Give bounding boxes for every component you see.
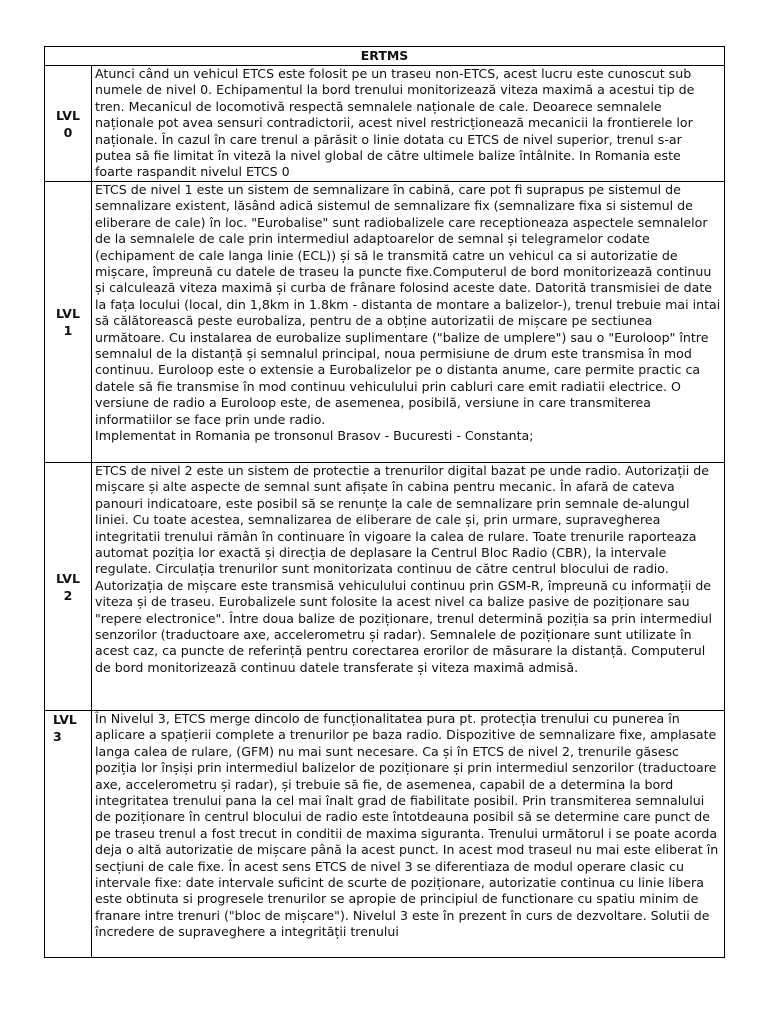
table-row <box>45 463 725 711</box>
description-cell <box>92 463 725 711</box>
description-text: În Nivelul 3, ETCS merge dincolo de funcționalitatea pura pt. protecția trenului cu punerea în aplicare a spațierii complete a trenurilor pe baza radio. Dispozitive de semnalizare fixe, amplasate langa calea de rulare, (GFM) nu mai sunt necesare. Ca și în ETCS de nivel 2, trenurile găsesc poziția lor înșiși prin intermediul balizelor de poziționare și prin intermediul senzorilor (traductoare axe, accelerometru și radar), și trebuie să fie, de asemenea, capabil de a determina la bord integritatea trenului pana la cel mai înalt grad de fiabilitate posibil. Prin transmiterea semnalului de poziționare în centrul blocului de radio este întotdeauna posibil să se determine care punct de pe traseu trenul a fost trecut in conditii de maxima siguranta. Trenului următorul i se poate acorda deja o altă autorizatie de mișcare până la acest punct. In acest mod traseul nu mai este eliberat în secțiuni de cale fixe. În acest sens ETCS de nivel 3 se diferentiaza de modul operare clasic cu intervale fixe: date intervale suficint de scurte de poziționare, autorizatie continua cu linie libera este obtinuta si progresele trenurilor se apropie de principiul de functionare cu spatiu minim de franare intre trenuri ("bloc de mișcare"). Nivelul 3 este în prezent în curs de dezvoltare. Solutii de încredere de supraveghere a integrității trenului <box>95 711 719 940</box>
description-cell <box>92 182 725 463</box>
table-header-row <box>45 47 725 66</box>
description-cell <box>92 66 725 182</box>
level-cell <box>45 463 92 711</box>
document-page <box>44 46 724 958</box>
description-text: Atunci când un vehicul ETCS este folosit pe un traseu non-ETCS, acest lucru este cunoscut sub numele de nivel 0. Echipamentul la bord trenului monitorizează viteza maximă a acestui tip de tren. Mecanicul de locomotivă respectă semnalele naționale de cale. Deoarece semnalele naționale pot avea sensuri contradictorii, acest nivel restricționează mecanicii la frontierele lor naționale. În cazul în care trenul a părăsit o linie dotata cu ETCS de nivel superior, trenul s-ar putea să fie limitat în viteză la nivel global de către ultimele balize întâlnite. In Romania este foarte raspandit nivelul ETCS 0 <box>95 66 695 180</box>
level-label: LVL <box>56 107 80 123</box>
description-note: Implementat in Romania pe tronsonul Brasov - Bucuresti - Constanta; <box>95 428 534 444</box>
level-label: LVL <box>53 712 77 727</box>
level-label: LVL <box>56 570 80 586</box>
level-cell <box>45 711 92 958</box>
level-number: 2 <box>63 587 73 603</box>
ertms-table <box>44 46 725 958</box>
level-number: 0 <box>63 124 73 140</box>
table-title: ERTMS <box>45 47 725 66</box>
level-number: 1 <box>63 323 73 338</box>
level-number: 3 <box>53 729 62 744</box>
level-cell <box>45 182 92 463</box>
description-text: ETCS de nivel 1 este un sistem de semnalizare în cabină, care pot fi suprapus pe sistemul de semnalizare existent, lăsând adică sistemul de semnalizare fix (semnalizare fixa si sistemul de eliberare de cale) în loc. "Eurobalise" sunt radiobalizele care receptioneaza aspectele semnalelor de la semnalele de cale prin intermediul adaptoarelor de semnal și telegramelor codate (echipament de cale langa linie (ECL)) și să le transmită catre un vehicul ca si autorizatie de mișcare, împreună cu datele de traseu la puncte fixe.Computerul de bord monitorizează continuu și calculează viteza maximă și curba de frânare folosind aceste date. Datorită transmisiei de date la fața locului (local, din 1,8km in 1.8km - distanta de montare a balizelor-), trenul trebuie mai intai să călătorească peste eurobaliza, pentru de a obține autorizatii de mișcare pe sectiunea următoare. Cu instalarea de eurobalize suplimentare ("balize de umplere") sau o "Euroloop" între semnalul de la distanță și semnalul principal, noua permisiune de drum este transmisa în mod continuu. Euroloop este o extensie a Eurobalizelor pe o distanta anume, care permite practic ca datele să fie transmise în mod continuu vehiculului prin cabluri care emit radiatii electrice. O versiune de radio a Euroloop este, de asemenea, posibilă, versiune in care transmiterea informatiilor se face prin unde radio. <box>95 182 721 427</box>
description-cell <box>92 711 725 958</box>
table-row <box>45 711 725 958</box>
level-cell <box>45 66 92 182</box>
description-text: ETCS de nivel 2 este un sistem de protectie a trenurilor digital bazat pe unde radio. Autorizații de mișcare și alte aspecte de semnal sunt afișate în cabina pentru mecanic. În afară de cateva panouri indicatoare, este posibil să se renunțe la cale de semnalizare prin semnale de-alungul liniei. Cu toate acestea, semnalizarea de eliberare de cale și, prin urmare, supravegherea integritatii trenului rămân în continuare în vigoare la calea de rulare. Toate trenurile raporteaza automat poziția lor exactă și direcția de deplasare la Centrul Bloc Radio (CBR), la intervale regulate. Circulația trenurilor sunt monitorizata continuu de către centrul blocului de radio. Autorizația de mișcare este transmisă vehiculului continuu prin GSM-R, împreună cu informații de viteza și de traseu. Eurobalizele sunt folosite la acest nivel ca balize pasive de poziționare sau "repere electronice". Între doua balize de poziționare, trenul determină poziția sa prin intermediul senzorilor (traductoare axe, accelerometru și radar). Semnalele de poziționare sunt utilizate în acest caz, ca puncte de referință pentru corectarea erorilor de măsurare la distanță. Computerul de bord monitorizează continuu datele transferate și viteza maximă admisă. <box>95 463 712 675</box>
table-row <box>45 66 725 182</box>
table-row <box>45 182 725 463</box>
level-label: LVL <box>56 306 80 321</box>
